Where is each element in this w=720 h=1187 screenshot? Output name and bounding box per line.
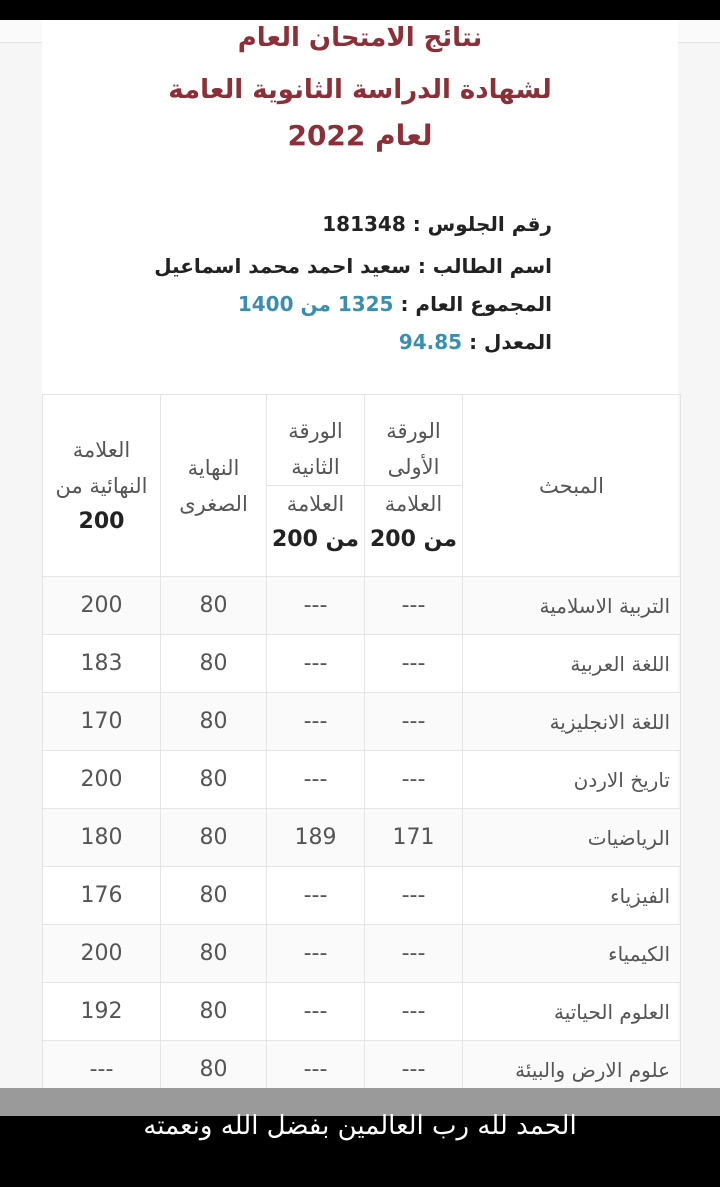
paper2-cell: --- [267,635,365,693]
paper1-out-of: من 200 [369,527,457,552]
subject-cell: علوم الارض والبيئة [463,1041,681,1089]
min-cell: 80 [161,635,267,693]
final-cell: 176 [43,867,161,925]
paper1-cell: --- [365,983,463,1041]
table-row [43,925,681,983]
seat-number-label: رقم الجلوس : [412,212,552,236]
final-cell: 200 [43,577,161,635]
seat-number-row [322,206,552,242]
paper1-cell: --- [365,1041,463,1089]
paper1-cell: --- [365,867,463,925]
paper2-out-of: من 200 [271,527,359,552]
subject-cell: اللغة العربية [463,635,681,693]
table-row [43,751,681,809]
final-cell: 180 [43,809,161,867]
subject-cell: تاريخ الاردن [463,751,681,809]
final-header [43,395,161,577]
paper2-cell: --- [267,1041,365,1089]
results-card [42,20,678,1088]
student-name-label: اسم الطالب : [417,254,552,278]
min-cell: 80 [161,693,267,751]
min-cell: 80 [161,1041,267,1089]
paper2-cell: --- [267,925,365,983]
min-header: النهاية الصغرى [161,395,267,577]
paper2-header: الورقة الثانية [267,395,365,486]
min-cell: 80 [161,809,267,867]
paper2-cell: --- [267,983,365,1041]
student-name-value: سعيد احمد محمد اسماعيل [154,254,411,278]
average-value: 94.85 [398,330,463,354]
table-row [43,693,681,751]
min-cell: 80 [161,867,267,925]
total-value: 1325 من 1400 [237,292,394,316]
exam-title: نتائج الامتحان العام [237,23,483,53]
year-title: لعام 2022 [287,119,433,152]
subject-cell: العلوم الحياتية [463,983,681,1041]
final-header-number: 200 [78,508,125,534]
certificate-title: لشهادة الدراسة الثانوية العامة [168,75,552,105]
results-table [42,394,681,1088]
paper2-cell: 189 [267,809,365,867]
table-row [43,867,681,925]
table-row [43,577,681,635]
student-name-row [154,248,552,284]
subject-cell: اللغة الانجليزية [463,693,681,751]
paper1-cell: --- [365,693,463,751]
min-cell: 80 [161,751,267,809]
results-page [0,20,720,1088]
final-header-text: العلامة النهائية من [55,437,148,498]
paper2-cell: --- [267,577,365,635]
paper2-subheader [267,486,365,577]
subject-cell: الرياضيات [463,809,681,867]
total-label: المجموع العام : [400,292,552,316]
subject-header: المبحث [463,395,681,577]
min-cell: 80 [161,925,267,983]
paper1-cell: --- [365,635,463,693]
final-cell: 183 [43,635,161,693]
final-cell: 200 [43,751,161,809]
table-row [43,1041,681,1089]
paper2-cell: --- [267,751,365,809]
min-cell: 80 [161,577,267,635]
caption-text: الحمد لله رب العالمين بفضل الله ونعمته [143,1111,577,1141]
results-header [42,20,678,392]
subject-cell: الفيزياء [463,867,681,925]
table-row [43,809,681,867]
final-cell: 192 [43,983,161,1041]
final-cell: --- [43,1041,161,1089]
total-row [238,286,552,322]
average-label: المعدل : [469,330,552,354]
seat-number-value: 181348 [322,212,406,236]
paper2-mark-label: العلامة [286,492,345,516]
paper1-header: الورقة الأولى [365,395,463,486]
table-row [43,983,681,1041]
paper2-cell: --- [267,693,365,751]
paper2-cell: --- [267,867,365,925]
min-cell: 80 [161,983,267,1041]
final-cell: 170 [43,693,161,751]
paper1-cell: --- [365,577,463,635]
paper1-subheader [365,486,463,577]
paper1-mark-label: العلامة [384,492,443,516]
subject-cell: التربية الاسلامية [463,577,681,635]
final-cell: 200 [43,925,161,983]
subject-cell: الكيمياء [463,925,681,983]
table-header-row-1 [43,395,681,486]
average-row [399,324,552,360]
table-row [43,635,681,693]
paper1-cell: --- [365,751,463,809]
paper1-cell: --- [365,925,463,983]
paper1-cell: 171 [365,809,463,867]
top-black-bar [0,0,720,20]
